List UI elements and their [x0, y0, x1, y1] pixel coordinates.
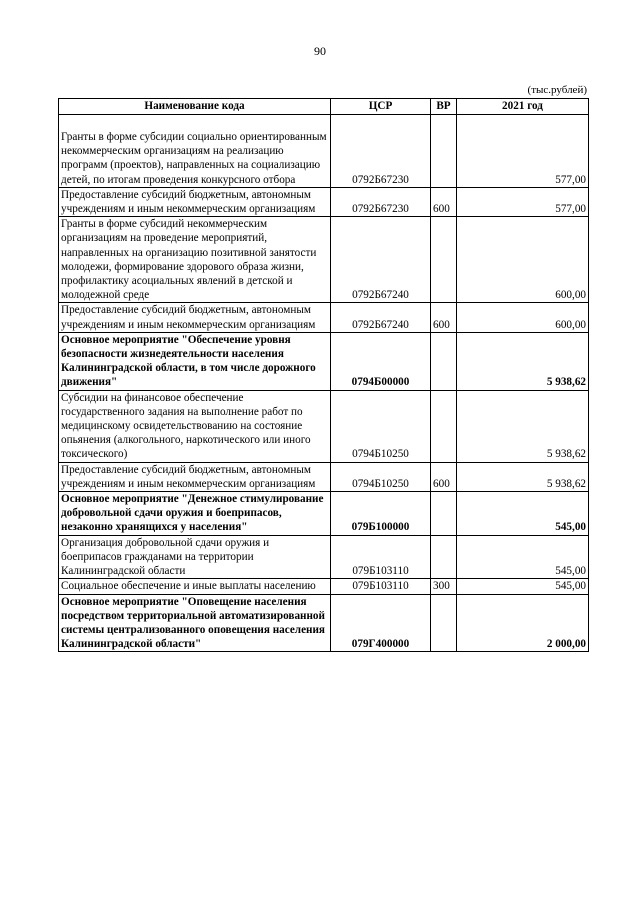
row-amount-cell: 5 938,62 [457, 390, 589, 462]
units-label: (тыс.рублей) [527, 84, 587, 96]
row-code-cell: 079Б100000 [331, 492, 431, 536]
table-row [59, 217, 589, 303]
table-row [59, 332, 589, 390]
row-name-cell: Социальное обеспечение и иные выплаты населению [59, 579, 331, 594]
row-code-cell: 0794Б10250 [331, 462, 431, 491]
header-vr: ВР [431, 99, 457, 115]
row-name-cell: Гранты в форме субсидии социально ориентированным некоммерческим организациям на реализацию программ (проектов), направленных на социализацию детей, по итогам проведения конкурсного отбора [59, 115, 331, 188]
table-row [59, 462, 589, 491]
row-name-cell: Организация добровольной сдачи оружия и боеприпасов гражданами на территории Калининградской области [59, 535, 331, 579]
row-amount-cell: 545,00 [457, 535, 589, 579]
row-code-cell: 079Б103110 [331, 535, 431, 579]
header-year: 2021 год [457, 99, 589, 115]
row-vr-cell: 600 [431, 187, 457, 216]
row-amount-cell: 600,00 [457, 217, 589, 303]
table-row [59, 303, 589, 332]
row-name-cell: Предоставление субсидий бюджетным, автономным учреждениям и иным некоммерческим организациям [59, 462, 331, 491]
row-code-cell: 0794Б10250 [331, 390, 431, 462]
row-code-cell: 0792Б67240 [331, 303, 431, 332]
row-vr-cell [431, 217, 457, 303]
row-code-cell: 0792Б67230 [331, 187, 431, 216]
row-code-cell: 0794Б00000 [331, 332, 431, 390]
row-code-cell: 0792Б67230 [331, 115, 431, 188]
row-amount-cell: 545,00 [457, 579, 589, 594]
budget-table [58, 98, 589, 652]
row-vr-cell [431, 535, 457, 579]
row-vr-cell: 600 [431, 462, 457, 491]
header-name: Наименование кода [59, 99, 331, 115]
row-amount-cell: 5 938,62 [457, 332, 589, 390]
table-row [59, 535, 589, 579]
row-name-cell: Субсидии на финансовое обеспечение государственного задания на выполнение работ по медицинскому освидетельствованию на состояние опьянения (алкогольного, наркотического или иного токсического) [59, 390, 331, 462]
header-code: ЦСР [331, 99, 431, 115]
table-row [59, 187, 589, 216]
row-vr-cell [431, 332, 457, 390]
row-amount-cell: 5 938,62 [457, 462, 589, 491]
page-number: 90 [314, 44, 326, 58]
row-vr-cell [431, 492, 457, 536]
table-row [59, 115, 589, 188]
row-vr-cell: 600 [431, 303, 457, 332]
row-name-cell: Основное мероприятие "Оповещение населения посредством территориальной автоматизированной системы централизованного оповещения населения Калининградской области" [59, 594, 331, 652]
table-row [59, 594, 589, 652]
row-name-cell: Основное мероприятие "Обеспечение уровня безопасности жизнедеятельности населения Калининградской области, в том числе дорожного движения" [59, 332, 331, 390]
row-amount-cell: 600,00 [457, 303, 589, 332]
table-row [59, 390, 589, 462]
row-vr-cell [431, 594, 457, 652]
row-name-cell: Гранты в форме субсидий некоммерческим организациям на проведение мероприятий, направленных на организацию позитивной занятости молодежи, формирование здорового образа жизни, профилактику асоциальных явлений в детской и молодежной среде [59, 217, 331, 303]
table-body [59, 115, 589, 652]
row-code-cell: 079Г400000 [331, 594, 431, 652]
row-amount-cell: 545,00 [457, 492, 589, 536]
table-header-row [59, 99, 589, 115]
row-amount-cell: 2 000,00 [457, 594, 589, 652]
row-vr-cell [431, 390, 457, 462]
row-code-cell: 0792Б67240 [331, 217, 431, 303]
row-name-cell: Предоставление субсидий бюджетным, автономным учреждениям и иным некоммерческим организациям [59, 303, 331, 332]
row-name-cell: Предоставление субсидий бюджетным, автономным учреждениям и иным некоммерческим организациям [59, 187, 331, 216]
row-amount-cell: 577,00 [457, 115, 589, 188]
row-amount-cell: 577,00 [457, 187, 589, 216]
row-name-cell: Основное мероприятие "Денежное стимулирование добровольной сдачи оружия и боеприпасов, незаконно хранящихся у населения" [59, 492, 331, 536]
row-vr-cell: 300 [431, 579, 457, 594]
row-code-cell: 079Б103110 [331, 579, 431, 594]
table-row [59, 579, 589, 594]
table-row [59, 492, 589, 536]
row-vr-cell [431, 115, 457, 188]
